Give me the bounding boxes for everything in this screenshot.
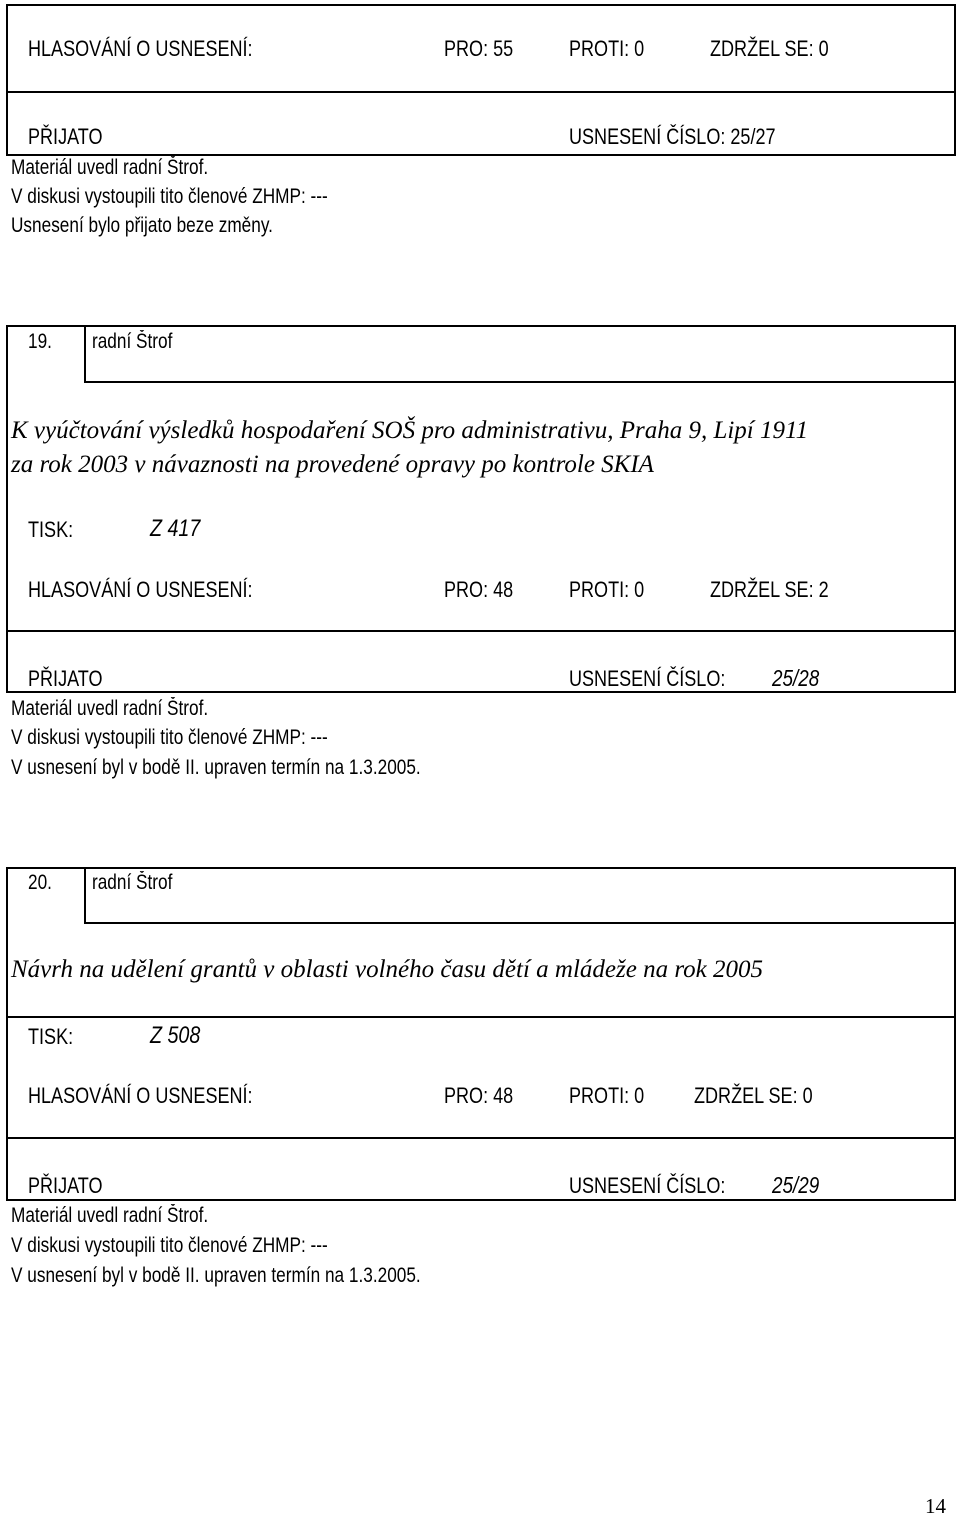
item-presenter: radní Štrof	[92, 330, 173, 353]
vote-zdrzel: ZDRŽEL SE: 0	[694, 1083, 813, 1108]
tisk-value: Z 508	[150, 1022, 201, 1049]
note-discussion: V diskusi vystoupili tito členové ZHMP: ---	[11, 1234, 328, 1257]
note-result: V usnesení byl v bodě II. upraven termín na 1.3.2005.	[11, 756, 421, 779]
note-result: Usnesení bylo přijato beze změny.	[11, 214, 273, 237]
resolution-label: USNESENÍ ČÍSLO:	[569, 1173, 726, 1198]
accepted-label: PŘIJATO	[28, 124, 103, 149]
resolution-label: USNESENÍ ČÍSLO:	[569, 666, 726, 691]
accepted-label: PŘIJATO	[28, 666, 103, 691]
note-result: V usnesení byl v bodě II. upraven termín na 1.3.2005.	[11, 1264, 421, 1287]
resolution-number: 25/28	[772, 665, 820, 691]
note-material: Materiál uvedl radní Štrof.	[11, 156, 209, 179]
rule	[6, 1199, 956, 1201]
rule	[84, 381, 956, 383]
vote-label: HLASOVÁNÍ O USNESENÍ:	[28, 36, 253, 61]
vote-zdrzel: ZDRŽEL SE: 2	[710, 577, 829, 602]
rule	[84, 922, 956, 924]
vote-pro: PRO: 48	[444, 1083, 514, 1108]
vote-label: HLASOVÁNÍ O USNESENÍ:	[28, 1083, 253, 1108]
note-material: Materiál uvedl radní Štrof.	[11, 697, 209, 720]
tisk-value: Z 417	[150, 515, 201, 542]
vote-label: HLASOVÁNÍ O USNESENÍ:	[28, 577, 253, 602]
tisk-label: TISK:	[28, 1024, 74, 1049]
vote-pro: PRO: 48	[444, 577, 514, 602]
vote-proti: PROTI: 0	[569, 36, 645, 61]
accepted-label: PŘIJATO	[28, 1173, 103, 1198]
item-presenter: radní Štrof	[92, 871, 173, 894]
item-title-line-1: K vyúčtování výsledků hospodaření SOŠ pro administrativu, Praha 9, Lipí 1911	[11, 417, 809, 444]
rule	[84, 325, 86, 383]
tisk-label: TISK:	[28, 517, 74, 542]
vote-pro: PRO: 55	[444, 36, 514, 61]
item-title-line-1: Návrh na udělení grantů v oblasti volného času dětí a mládeže na rok 2005	[11, 956, 763, 983]
resolution-number: 25/29	[772, 1172, 820, 1198]
item-number: 19.	[28, 330, 52, 353]
rule	[6, 630, 956, 632]
note-discussion: V diskusi vystoupili tito členové ZHMP: ---	[11, 185, 328, 208]
note-discussion: V diskusi vystoupili tito členové ZHMP: ---	[11, 726, 328, 749]
rule	[6, 325, 8, 693]
item-number: 20.	[28, 871, 52, 894]
rule	[6, 325, 956, 327]
rule	[954, 4, 956, 156]
item-title-line-2: za rok 2003 v návaznosti na provedené opravy po kontrole SKIA	[11, 451, 654, 478]
rule	[6, 91, 956, 93]
rule	[6, 867, 8, 1201]
rule	[6, 1137, 956, 1139]
vote-proti: PROTI: 0	[569, 577, 645, 602]
vote-proti: PROTI: 0	[569, 1083, 645, 1108]
rule	[954, 867, 956, 1201]
resolution-number: USNESENÍ ČÍSLO: 25/27	[569, 124, 776, 149]
rule	[6, 867, 956, 869]
note-material: Materiál uvedl radní Štrof.	[11, 1204, 209, 1227]
rule	[6, 1016, 956, 1018]
rule	[6, 4, 956, 6]
vote-zdrzel: ZDRŽEL SE: 0	[710, 36, 829, 61]
rule	[6, 4, 8, 156]
rule	[84, 867, 86, 924]
page-number: 14	[925, 1494, 946, 1518]
